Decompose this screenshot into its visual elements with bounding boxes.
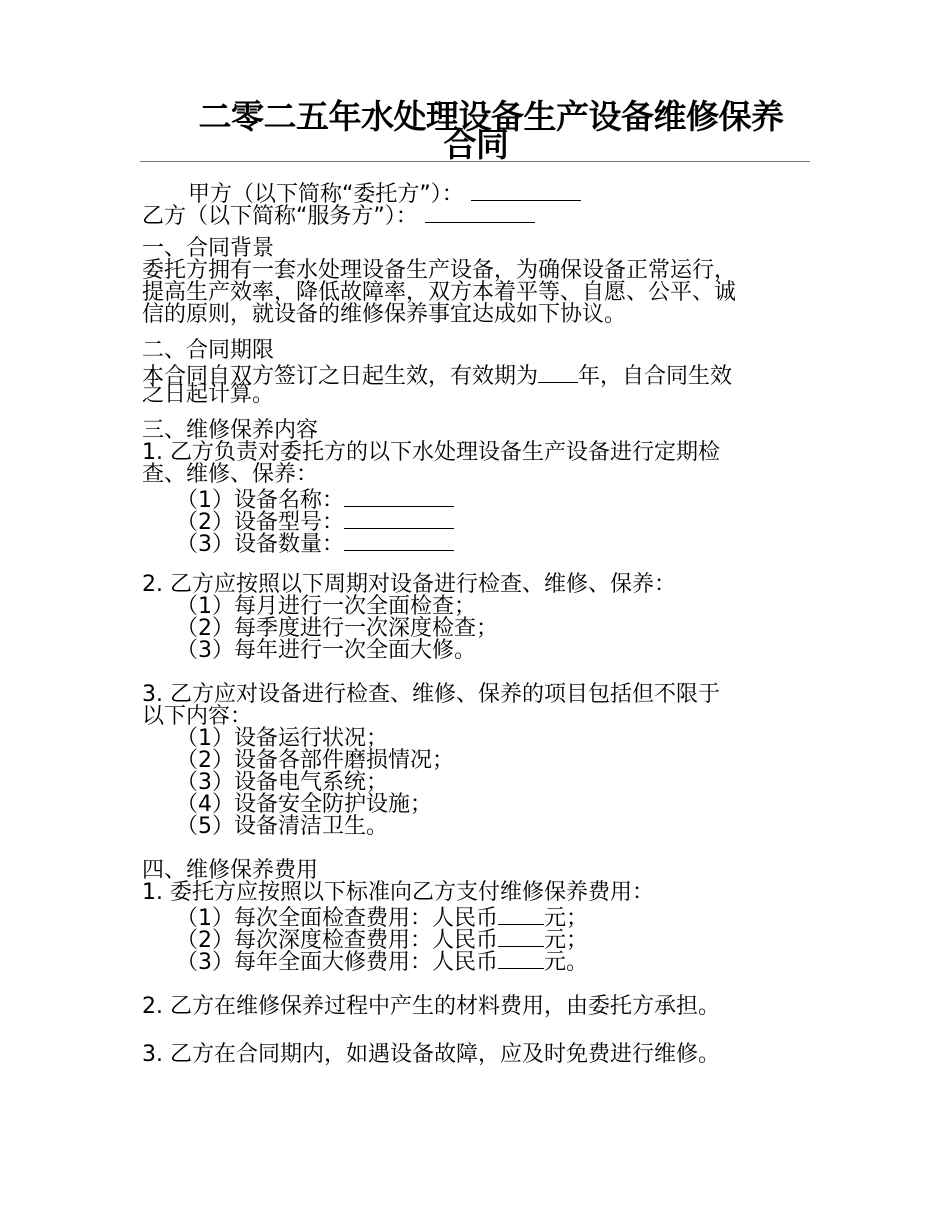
section-3-item-1-line-1: 1. 乙方负责对委托方的以下水处理设备生产设备进行定期检 xyxy=(142,440,720,465)
party-a-line xyxy=(142,180,812,207)
fee-amount-blank xyxy=(498,926,544,947)
party-a-label: 甲方（以下简称“委托方”）： xyxy=(188,182,464,207)
inspection-item: （1）设备运行状况； xyxy=(176,726,388,751)
fee-amount-blank xyxy=(498,904,544,925)
term-text-before: 本合同自双方签订之日起生效，有效期为 xyxy=(142,364,539,389)
equipment-name-blank xyxy=(344,486,454,507)
fee-item xyxy=(142,904,812,931)
section-1-line: 提高生产效率，降低故障率，双方本着平等、自愿、公平、诚 xyxy=(142,280,737,305)
term-text-after: 年，自合同生效 xyxy=(578,364,733,389)
equipment-quantity-blank xyxy=(344,530,454,551)
fee-label: （2）每次深度检查费用：人民币 xyxy=(176,928,498,953)
section-2-line-2: 之日起计算。 xyxy=(142,382,275,407)
schedule-item: （3）每年进行一次全面大修。 xyxy=(176,638,476,663)
section-3-item-1-line-2: 查、维修、保养： xyxy=(142,462,319,487)
inspection-item: （2）设备各部件磨损情况； xyxy=(176,748,454,773)
title-divider xyxy=(140,161,810,162)
fee-label: （1）每次全面检查费用：人民币 xyxy=(176,906,498,931)
spacer xyxy=(142,1018,812,1044)
document-body xyxy=(142,180,812,1066)
section-3-item-2-line-1: 2. 乙方应按照以下周期对设备进行检查、维修、保养： xyxy=(142,572,676,597)
section-4-item-3: 3. 乙方在合同期内，如遇设备故障，应及时免费进行维修。 xyxy=(142,1042,720,1067)
fee-suffix: 元。 xyxy=(544,950,589,975)
party-b-label: 乙方（以下简称“服务方”）： xyxy=(142,204,418,229)
party-a-blank xyxy=(471,180,581,201)
equipment-quantity-label: （3）设备数量： xyxy=(176,532,344,557)
fee-suffix: 元； xyxy=(544,906,589,931)
equipment-name-field xyxy=(142,486,812,513)
inspection-item: （5）设备清洁卫生。 xyxy=(176,814,388,839)
section-2-line-1 xyxy=(142,362,812,389)
inspection-item: （4）设备安全防护设施； xyxy=(176,792,432,817)
fee-label: （3）每年全面大修费用：人民币 xyxy=(176,950,498,975)
section-4-item-2: 2. 乙方在维修保养过程中产生的材料费用，由委托方承担。 xyxy=(142,994,720,1019)
section-1-line: 委托方拥有一套水处理设备生产设备，为确保设备正常运行， xyxy=(142,258,737,283)
fee-item xyxy=(142,948,812,975)
equipment-quantity-field xyxy=(142,530,812,557)
section-1-line: 信的原则，就设备的维修保养事宜达成如下协议。 xyxy=(142,302,627,327)
fee-suffix: 元； xyxy=(544,928,589,953)
section-3-item-3-line-2: 以下内容： xyxy=(142,704,253,729)
section-3-item-3-line-1: 3. 乙方应对设备进行检查、维修、保养的项目包括但不限于 xyxy=(142,682,720,707)
term-years-blank xyxy=(538,362,578,383)
spacer xyxy=(142,662,812,684)
equipment-name-label: （1）设备名称： xyxy=(176,488,344,513)
section-2-heading: 二、合同期限 xyxy=(142,338,275,363)
equipment-model-field xyxy=(142,508,812,535)
section-4-item-1-line-1: 1. 委托方应按照以下标准向乙方支付维修保养费用： xyxy=(142,880,654,905)
title-line-2: 合同 xyxy=(443,125,509,164)
fee-item xyxy=(142,926,812,953)
inspection-item: （3）设备电气系统； xyxy=(176,770,388,795)
section-4-heading: 四、维修保养费用 xyxy=(142,858,319,883)
party-b-blank xyxy=(425,202,535,223)
section-3-heading: 三、维修保养内容 xyxy=(142,418,319,443)
schedule-item: （2）每季度进行一次深度检查； xyxy=(176,616,498,641)
title-line-1: 二零二五年水处理设备生产设备维修保养 xyxy=(198,97,784,136)
schedule-item: （1）每月进行一次全面检查； xyxy=(176,594,476,619)
equipment-model-label: （2）设备型号： xyxy=(176,510,344,535)
equipment-model-blank xyxy=(344,508,454,529)
section-1-heading: 一、合同背景 xyxy=(142,236,275,261)
document-title xyxy=(140,97,812,164)
party-b-line xyxy=(142,202,812,229)
spacer xyxy=(142,838,812,860)
fee-amount-blank xyxy=(498,948,544,969)
